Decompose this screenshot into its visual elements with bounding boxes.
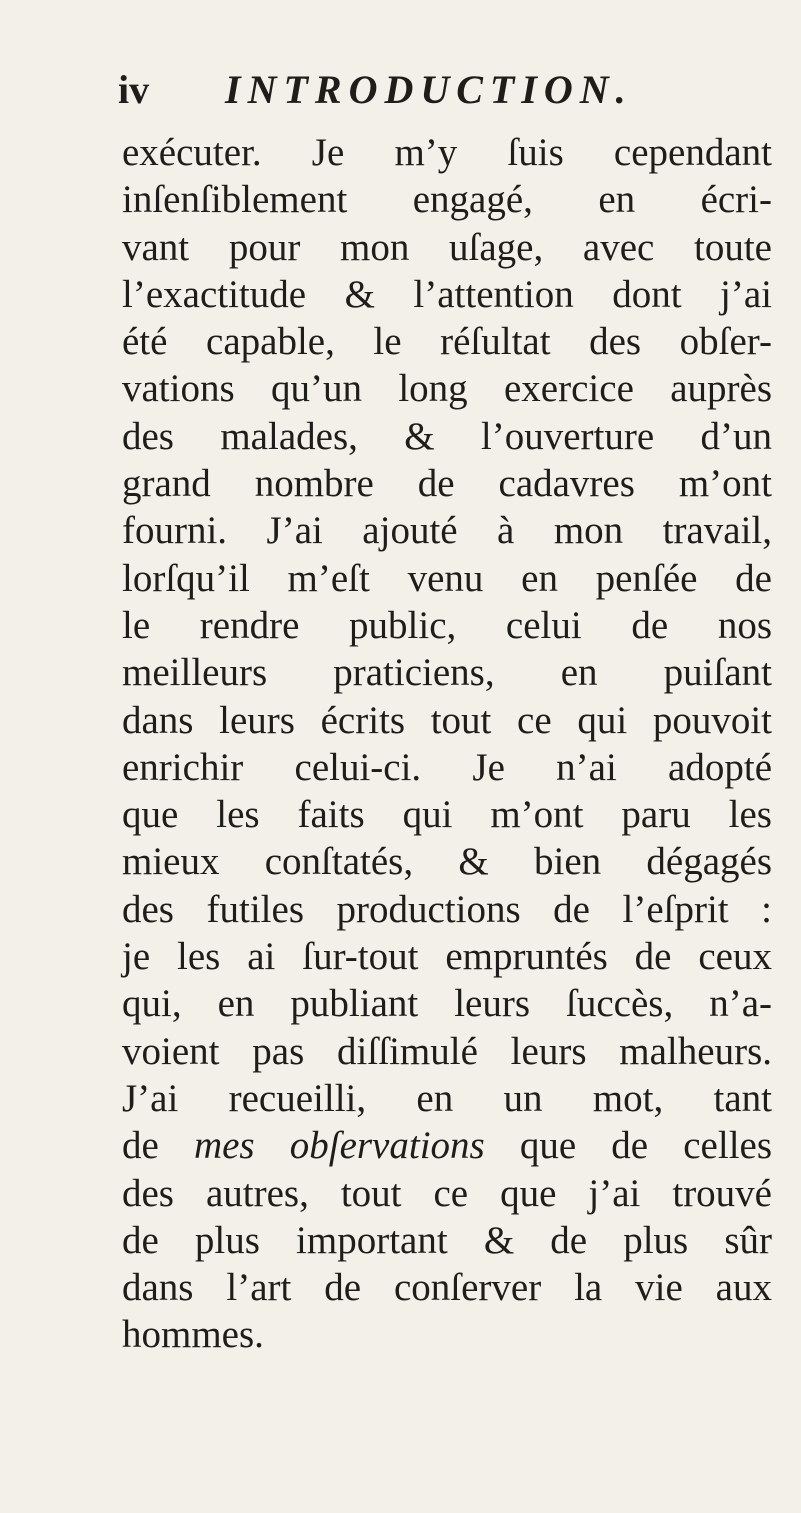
text-line: que les faits qui m’ont paru les [122,793,772,837]
line-suffix: que de celles [519,1124,773,1168]
text-line: des autres, tout ce que j’ai trouvé [122,1171,772,1215]
text-line: des futiles productions de l’eſprit : [122,887,772,931]
text-line: été capable, le réſultat des obſer- [122,320,772,364]
text-line-final: hommes. [122,1313,264,1357]
text-line: voient pas diſſimulé leurs malheurs. [122,1029,772,1073]
text-line: J’ai recueilli, en un mot, tant [122,1076,772,1120]
text-line: lorſqu’il m’eſt venu en penſée de [122,556,772,600]
page-header [118,62,718,118]
running-head: INTRODUCTION. [225,67,633,112]
text-line: dans leurs écrits tout ce qui pouvoit [122,698,772,742]
text-line: le rendre public, celui de nos [122,603,772,647]
text-line: je les ai ſur-tout empruntés de ceux [122,935,772,979]
text-line: fourni. J’ai ajouté à mon travail, [122,509,772,553]
text-line: exécuter. Je m’y ſuis cependant [122,131,772,174]
text-line: dans l’art de conſerver la vie aux [122,1266,772,1310]
page-number: iv [118,67,150,112]
text-line: meilleurs praticiens, en puiſant [122,651,772,695]
text-line: inſenſiblement engagé, en écri- [122,178,772,222]
text-line: vations qu’un long exercice auprès [122,367,772,411]
text-line: des malades, & l’ouverture d’un [122,414,772,458]
line-prefix: de [122,1124,159,1168]
text-line: vant pour mon uſage, avec toute [122,225,772,269]
text-line-with-italic [122,1122,772,1169]
text-line: l’exactitude & l’attention dont j’ai [122,272,772,316]
text-line: enrichir celui-ci. Je n’ai adopté [122,745,772,789]
italic-phrase: mes obſervations [193,1124,485,1168]
text-line: mieux conſtatés, & bien dégagés [122,840,772,884]
body-paragraph [122,129,772,1359]
text-line: grand nombre de cadavres m’ont [122,462,772,506]
text-line: qui, en publiant leurs ſuccès, n’a- [122,982,772,1026]
text-line: de plus important & de plus sûr [122,1218,772,1262]
